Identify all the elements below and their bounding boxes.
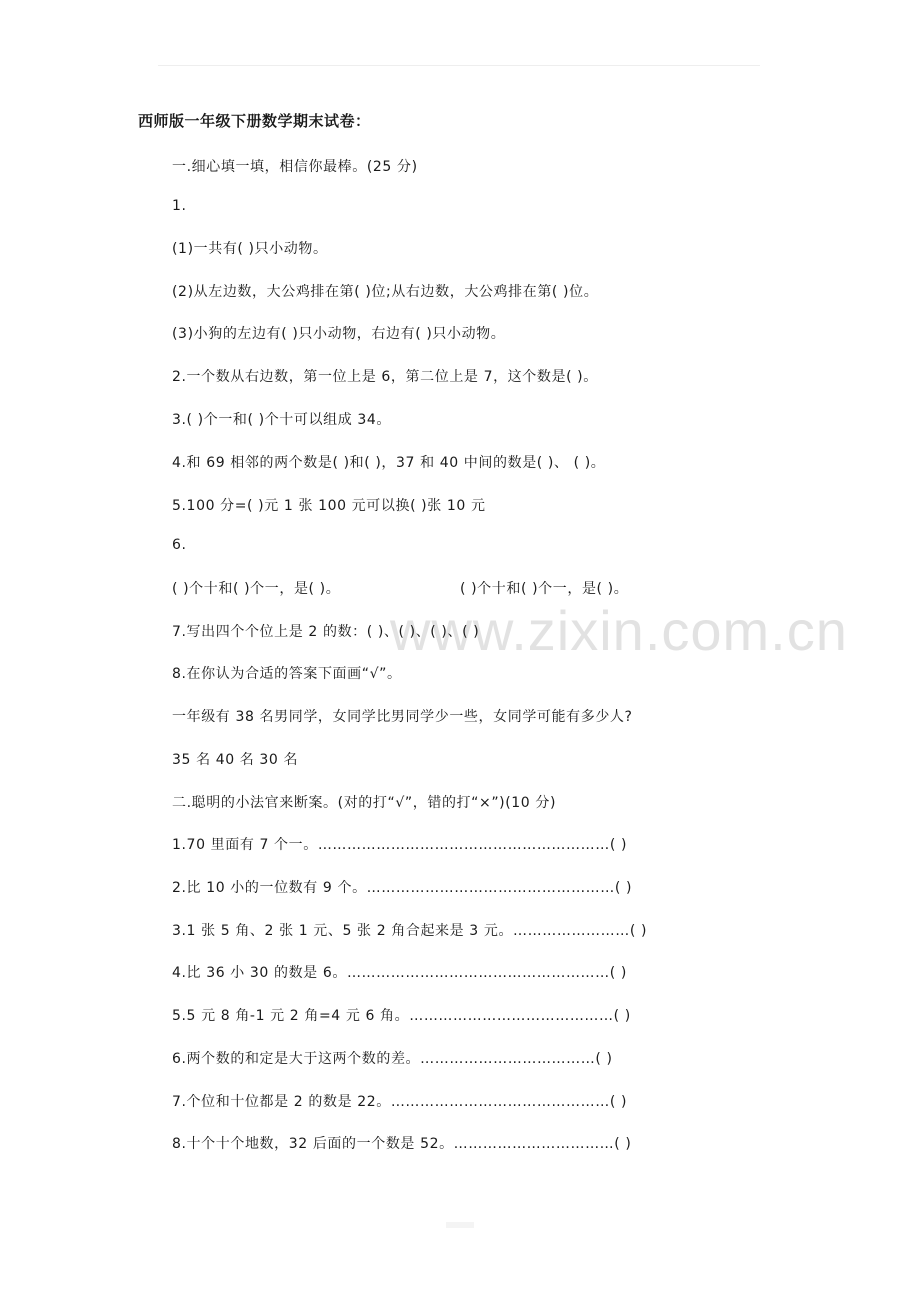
question-8-text: 一年级有 38 名男同学，女同学比男同学少一些，女同学可能有多少人? [172, 709, 633, 725]
question-3: 3.( )个一和( )个十可以组成 34。 [172, 412, 391, 428]
question-6: 6. [172, 537, 187, 553]
section1-heading: 一.细心填一填，相信你最棒。(25 分) [172, 159, 418, 175]
question-2: 2.一个数从右边数，第一位上是 6，第二位上是 7，这个数是( )。 [172, 369, 598, 385]
judge-item-5: 5.5 元 8 角-1 元 2 角=4 元 6 角。……………………………………( ) [172, 1008, 631, 1024]
question-1-1: (1)一共有( )只小动物。 [172, 241, 328, 257]
question-8: 8.在你认为合适的答案下面画“√”。 [172, 666, 402, 682]
judge-item-3: 3.1 张 5 角、2 张 1 元、5 张 2 角合起来是 3 元。……………………( ) [172, 923, 648, 939]
question-1-2: (2)从左边数，大公鸡排在第( )位;从右边数，大公鸡排在第( )位。 [172, 284, 599, 300]
judge-item-6: 6.两个数的和定是大于这两个数的差。………………………………( ) [172, 1051, 613, 1067]
question-5: 5.100 分=( )元 1 张 100 元可以换( )张 10 元 [172, 498, 486, 514]
judge-item-4: 4.比 36 小 30 的数是 6。………………………………………………( ) [172, 965, 627, 981]
judge-item-1: 1.70 里面有 7 个一。……………………………………………………( ) [172, 837, 628, 853]
question-4: 4.和 69 相邻的两个数是( )和( )，37 和 40 中间的数是( )、 ( )。 [172, 455, 606, 471]
section2-heading: 二.聪明的小法官来断案。(对的打“√”，错的打“×”)(10 分) [172, 795, 557, 811]
judge-item-2: 2.比 10 小的一位数有 9 个。……………………………………………( ) [172, 880, 633, 896]
judge-item-7: 7.个位和十位都是 2 的数是 22。………………………………………( ) [172, 1094, 628, 1110]
watermark: www.zixin.com.cn [390, 599, 848, 662]
footer-mark [446, 1222, 474, 1228]
question-6-part-b: ( )个十和( )个一，是( )。 [460, 581, 629, 597]
question-1-3: (3)小狗的左边有( )只小动物，右边有( )只小动物。 [172, 326, 506, 342]
header-rule [158, 65, 760, 66]
question-7: 7.写出四个个位上是 2 的数：( )、( )、( )、( ) [172, 624, 480, 640]
question-1: 1. [172, 198, 187, 214]
judge-item-8: 8.十个十个地数，32 后面的一个数是 52。……………………………( ) [172, 1136, 632, 1152]
question-8-options: 35 名 40 名 30 名 [172, 752, 299, 768]
page-title: 西师版一年级下册数学期末试卷： [138, 112, 371, 130]
question-6-part-a: ( )个十和( )个一，是( )。 [172, 581, 341, 597]
